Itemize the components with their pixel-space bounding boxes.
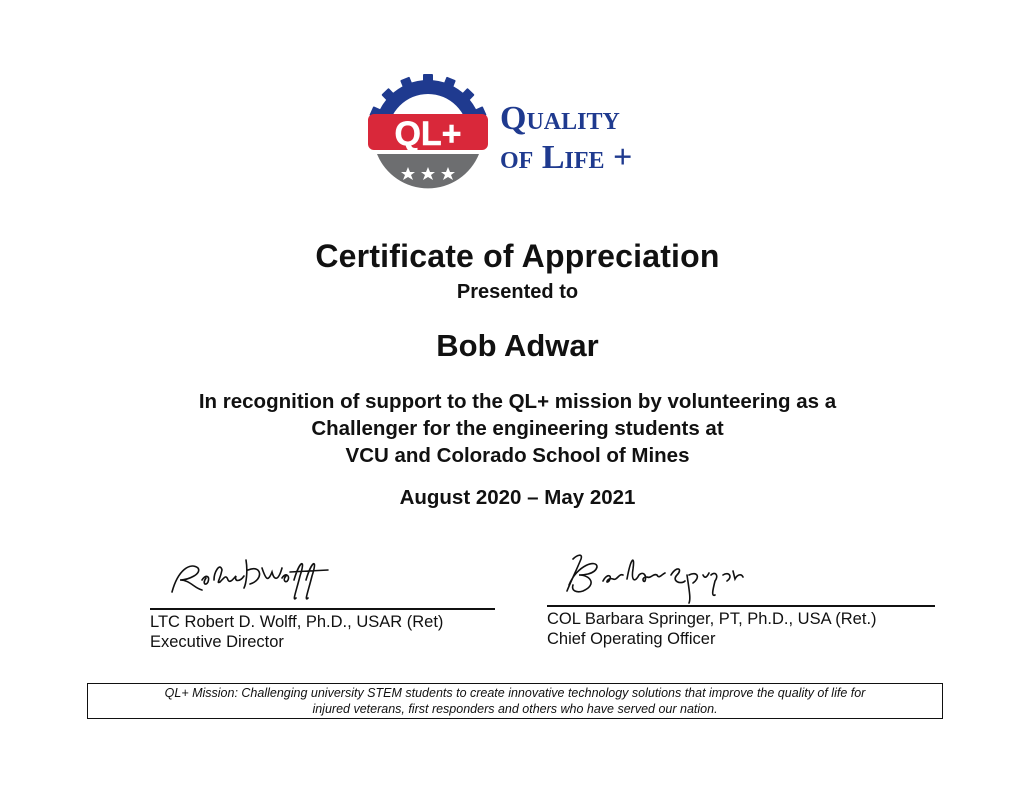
signatory-role: Chief Operating Officer (547, 630, 716, 648)
mission-statement-box (87, 683, 943, 719)
presented-to-label: Presented to (456, 281, 579, 303)
mission-line: injured veterans, first responders and others who have served our nation. (312, 702, 718, 716)
recipient-name: Bob Adwar (436, 328, 599, 363)
recognition-line: In recognition of support to the QL+ mission by volunteering as a (198, 390, 837, 413)
signatory-name: LTC Robert D. Wolff, Ph.D., USAR (Ret) (150, 613, 444, 631)
recognition-line: VCU and Colorado School of Mines (345, 444, 690, 467)
signature-springer (547, 545, 935, 605)
recognition-text (0, 388, 1035, 469)
signature-line (547, 605, 935, 607)
certificate-title: Certificate of Appreciation (315, 238, 720, 274)
signature-wolff (150, 550, 495, 608)
service-dates: August 2020 – May 2021 (399, 486, 636, 509)
signatory-name: COL Barbara Springer, PT, Ph.D., USA (Ret.) (547, 610, 877, 628)
logo-wordmark-line2: of Life + (500, 139, 633, 176)
signature-line (150, 608, 495, 610)
mission-line: QL+ Mission: Challenging university STEM students to create innovative technology solutions that improve the quality of life for (164, 686, 866, 700)
ql-plus-logo (368, 74, 678, 198)
signature-block-left (150, 550, 495, 652)
logo-wordmark-line1: Quality (500, 100, 620, 137)
recognition-line: Challenger for the engineering students at (311, 417, 724, 440)
signature-block-right (547, 545, 935, 649)
logo-mark-text: QL+ (394, 115, 462, 153)
signatory-role: Executive Director (150, 633, 284, 651)
